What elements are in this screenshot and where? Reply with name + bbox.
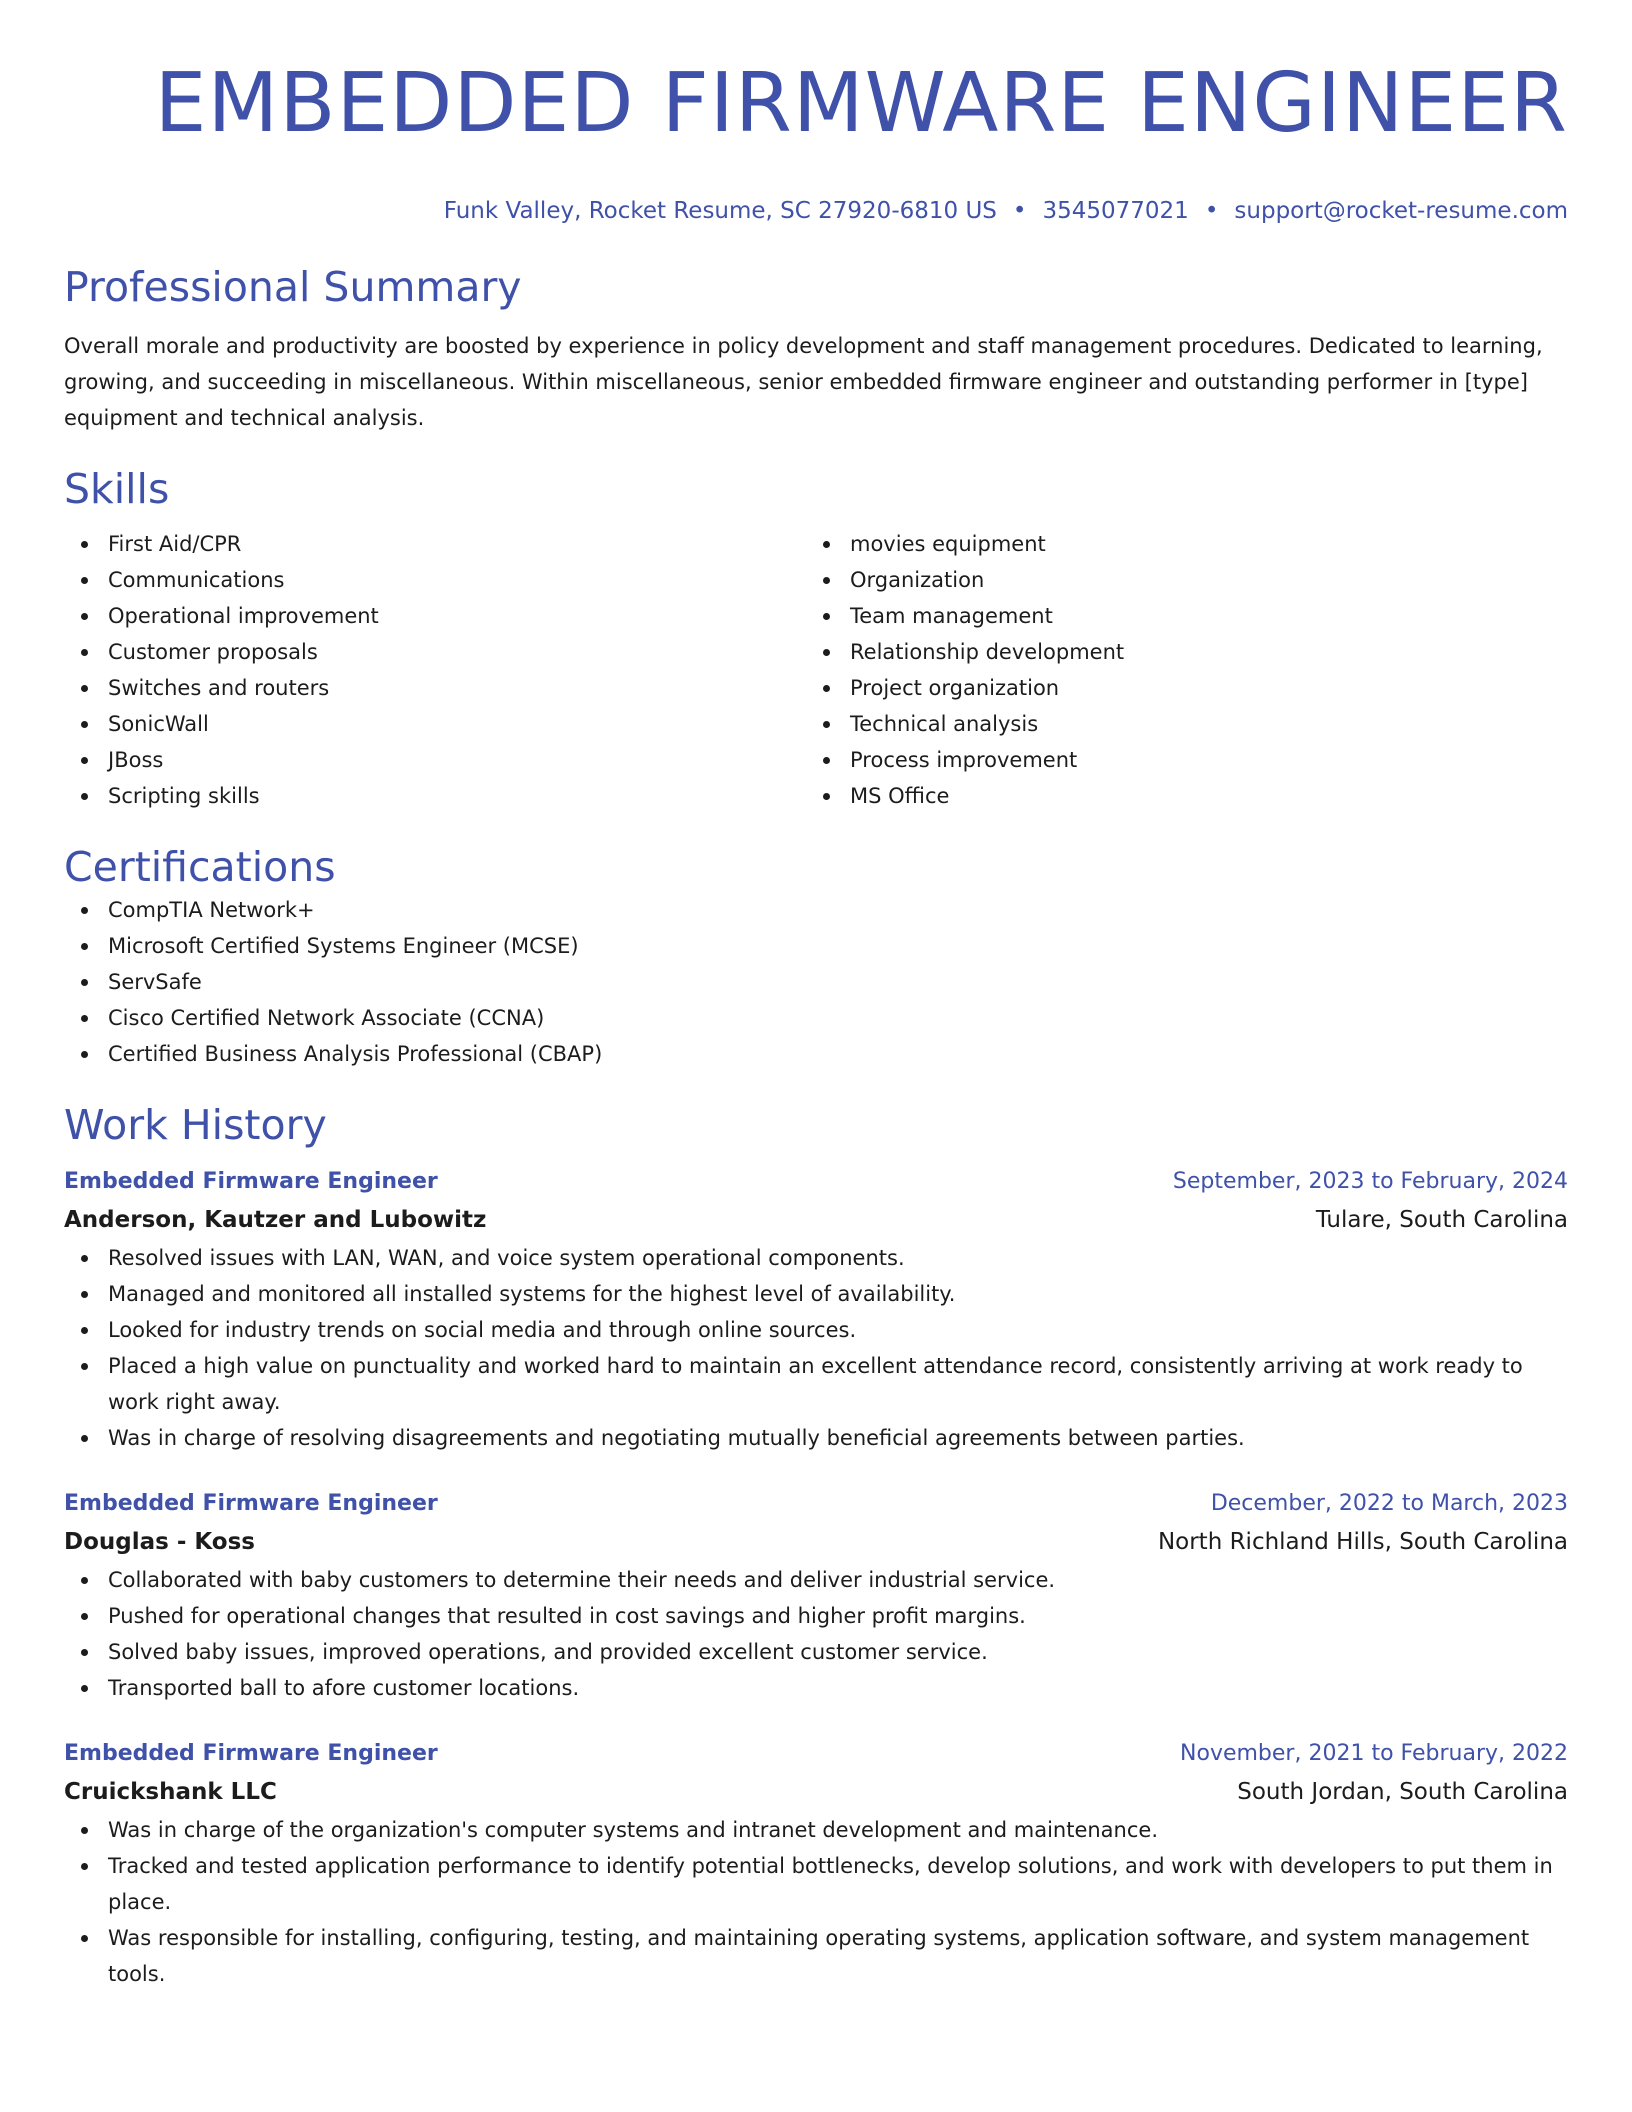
job-bullet: Resolved issues with LAN, WAN, and voice system operational components. <box>64 1240 1568 1276</box>
certifications-heading: Certifications <box>64 843 336 891</box>
job-title-row <box>64 1736 1568 1772</box>
skills-grid <box>64 526 1568 814</box>
job-dates: September, 2023 to February, 2024 <box>1172 1169 1568 1194</box>
job-bullet: Collaborated with baby customers to determine their needs and deliver industrial service. <box>64 1562 1568 1598</box>
job-title: Embedded Firmware Engineer <box>64 1491 438 1516</box>
job-bullet: Pushed for operational changes that resulted in cost savings and higher profit margins. <box>64 1598 1568 1634</box>
job-title-row <box>64 1164 1568 1200</box>
skill-item: Process improvement <box>806 742 1548 778</box>
job-title: Embedded Firmware Engineer <box>64 1741 438 1766</box>
skill-item: Operational improvement <box>64 598 806 634</box>
skill-item: MS Office <box>806 778 1548 814</box>
job-bullet: Placed a high value on punctuality and worked hard to maintain an excellent attendance record, consistently arriving at work ready to work right away. <box>64 1348 1568 1420</box>
job-bullet: Solved baby issues, improved operations, and provided excellent customer service. <box>64 1634 1568 1670</box>
skill-item: Project organization <box>806 670 1548 706</box>
skill-item: SonicWall <box>64 706 806 742</box>
job-entry <box>64 1736 1568 1992</box>
skills-heading: Skills <box>64 465 170 513</box>
job-entry <box>64 1486 1568 1706</box>
work-history-heading: Work History <box>64 1101 327 1149</box>
skills-column-right <box>806 526 1548 814</box>
resume-page <box>64 0 1568 1992</box>
job-bullet: Transported ball to afore customer locations. <box>64 1670 1568 1706</box>
skill-item: Scripting skills <box>64 778 806 814</box>
address-text: Funk Valley, Rocket Resume, SC 27920-6810 US <box>443 198 997 224</box>
phone-text: 3545077021 <box>1042 198 1189 224</box>
resume-header <box>64 0 1568 226</box>
skill-item: movies equipment <box>806 526 1548 562</box>
job-bullet-list <box>64 1812 1568 1992</box>
skill-item: Technical analysis <box>806 706 1548 742</box>
job-bullet-list <box>64 1562 1568 1706</box>
contact-line <box>64 196 1568 226</box>
certification-item: Cisco Certified Network Associate (CCNA) <box>64 1000 1568 1036</box>
skills-list-left <box>64 526 806 814</box>
skills-column-left <box>64 526 806 814</box>
job-bullet: Was responsible for installing, configuring, testing, and maintaining operating systems, application software, and system management tools. <box>64 1920 1568 1992</box>
contact-separator: • <box>1204 198 1219 224</box>
job-company-row <box>64 1772 1568 1812</box>
job-company: Cruickshank LLC <box>64 1779 277 1805</box>
job-bullet: Was in charge of resolving disagreements and negotiating mutually beneficial agreements between parties. <box>64 1420 1568 1456</box>
skill-item: JBoss <box>64 742 806 778</box>
summary-heading: Professional Summary <box>64 263 522 311</box>
certification-item: Certified Business Analysis Professional (CBAP) <box>64 1036 1568 1072</box>
job-company-row <box>64 1522 1568 1562</box>
work-history-list <box>64 1164 1568 1992</box>
certification-item: Microsoft Certified Systems Engineer (MCSE) <box>64 928 1568 964</box>
skill-item: First Aid/CPR <box>64 526 806 562</box>
skill-item: Relationship development <box>806 634 1548 670</box>
job-location: Tulare, South Carolina <box>1315 1207 1568 1233</box>
job-bullet: Looked for industry trends on social media and through online sources. <box>64 1312 1568 1348</box>
job-dates: December, 2022 to March, 2023 <box>1210 1491 1568 1516</box>
job-location: South Jordan, South Carolina <box>1237 1779 1568 1805</box>
job-company: Anderson, Kautzer and Lubowitz <box>64 1207 487 1233</box>
job-bullet: Managed and monitored all installed systems for the highest level of availability. <box>64 1276 1568 1312</box>
certifications-list <box>64 892 1568 1072</box>
certification-item: ServSafe <box>64 964 1568 1000</box>
skill-item: Switches and routers <box>64 670 806 706</box>
job-bullet: Was in charge of the organization's computer systems and intranet development and maintenance. <box>64 1812 1568 1848</box>
job-title: Embedded Firmware Engineer <box>64 1169 438 1194</box>
job-company: Douglas - Koss <box>64 1529 255 1555</box>
job-dates: November, 2021 to February, 2022 <box>1180 1741 1568 1766</box>
job-entry <box>64 1164 1568 1456</box>
job-company-row <box>64 1200 1568 1240</box>
job-bullet-list <box>64 1240 1568 1456</box>
candidate-title: EMBEDDED FIRMWARE ENGINEER <box>154 56 1568 151</box>
contact-separator: • <box>1012 198 1027 224</box>
job-location: North Richland Hills, South Carolina <box>1157 1529 1568 1555</box>
skills-list-right <box>806 526 1548 814</box>
skill-item: Communications <box>64 562 806 598</box>
skill-item: Customer proposals <box>64 634 806 670</box>
job-title-row <box>64 1486 1568 1522</box>
certification-item: CompTIA Network+ <box>64 892 1568 928</box>
email-link[interactable]: support@rocket-resume.com <box>1234 198 1568 224</box>
skill-item: Organization <box>806 562 1548 598</box>
summary-text: Overall morale and productivity are boosted by experience in policy development and staff management procedures. Dedicated to learning, growing, and succeeding in miscellaneous. Within miscellaneous, senior embedded firmware engineer and outstanding performer in [type] equipment and technical analysis. <box>64 334 1543 430</box>
skill-item: Team management <box>806 598 1548 634</box>
job-bullet: Tracked and tested application performance to identify potential bottlenecks, develop solutions, and work with developers to put them in place. <box>64 1848 1568 1920</box>
